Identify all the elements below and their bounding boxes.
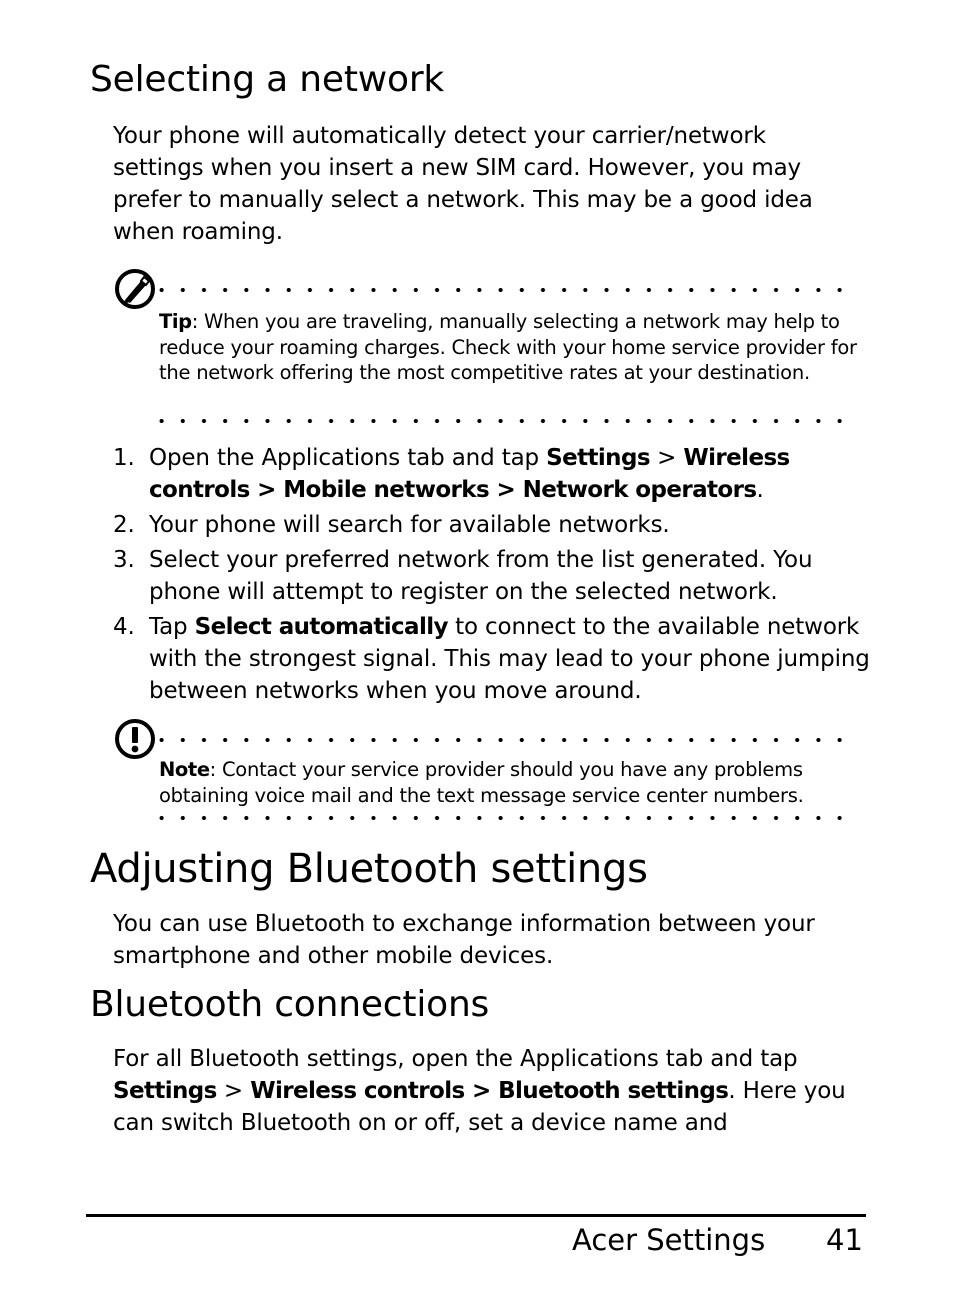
section-intro-paragraph: [113, 120, 858, 248]
steps-list: [113, 442, 873, 707]
step-text: Tap: [149, 614, 195, 640]
intro-text: Your phone will automatically detect your carrier/network settings when you insert a new SIM card. However, you may prefer to manually select a network. This may be a good idea when roaming.: [113, 123, 813, 245]
footer-section-title: Acer Settings: [572, 1223, 766, 1257]
note-box: [159, 757, 864, 808]
bold-settings: Settings: [113, 1078, 217, 1104]
step-bold-settings: Settings: [546, 445, 650, 471]
tip-text: : When you are traveling, manually selecting a network may help to reduce your roaming charges. Check with your home service provider for the network offering the most competitive rates at your destination.: [159, 310, 857, 384]
step-text: .: [756, 477, 764, 503]
tip-bottom-divider: [151, 419, 857, 423]
step-text: to connect to the available network with the strongest signal. This may lead to your phone jumping between networks when you move around.: [149, 614, 870, 704]
step-text: Your phone will search for available networks.: [149, 512, 670, 538]
section-heading-bluetooth-connections: Bluetooth connections: [90, 984, 490, 1025]
list-item: [113, 442, 873, 506]
step-number: 1.: [113, 445, 135, 471]
bluetooth-intro-text: You can use Bluetooth to exchange information between your smartphone and other mobile devices.: [113, 911, 815, 969]
step-number: 3.: [113, 547, 135, 573]
page-number: 41: [826, 1223, 863, 1257]
tip-label: Tip: [159, 310, 192, 333]
bold-bluetooth-path: Wireless controls > Bluetooth settings: [250, 1078, 729, 1104]
text-run: For all Bluetooth settings, open the Applications tab and tap: [113, 1046, 798, 1072]
list-item: [113, 611, 873, 707]
note-top-divider: [151, 738, 857, 742]
bluetooth-connections-paragraph: [113, 1043, 873, 1139]
note-text: : Contact your service provider should you have any problems obtaining voice mail and the text message service center numbers.: [159, 758, 804, 807]
step-text: >: [649, 445, 684, 471]
note-bottom-divider: [151, 816, 857, 820]
text-run: >: [216, 1078, 251, 1104]
step-bold-select-automatically: Select automatically: [194, 614, 448, 640]
step-text: Select your preferred network from the list generated. You phone will attempt to register on the selected network.: [149, 547, 813, 605]
bluetooth-connections-text: [113, 1043, 873, 1139]
step-number: 4.: [113, 614, 135, 640]
bluetooth-intro-paragraph: [113, 908, 873, 972]
list-item: [113, 544, 873, 608]
section-heading-selecting-network: Selecting a network: [90, 59, 445, 100]
footer-rule: [86, 1214, 866, 1217]
list-item: [113, 509, 873, 541]
tip-box: [159, 309, 864, 386]
step-text: Open the Applications tab and tap: [149, 445, 547, 471]
text-run: . Here you can switch Bluetooth on or off, set a device name and: [113, 1078, 846, 1136]
section-heading-bluetooth-settings: Adjusting Bluetooth settings: [90, 846, 648, 892]
step-bold-path: Wireless controls > Mobile networks > Network operators: [149, 445, 790, 503]
tip-top-divider: [151, 288, 857, 292]
note-label: Note: [159, 758, 210, 781]
step-number: 2.: [113, 512, 135, 538]
